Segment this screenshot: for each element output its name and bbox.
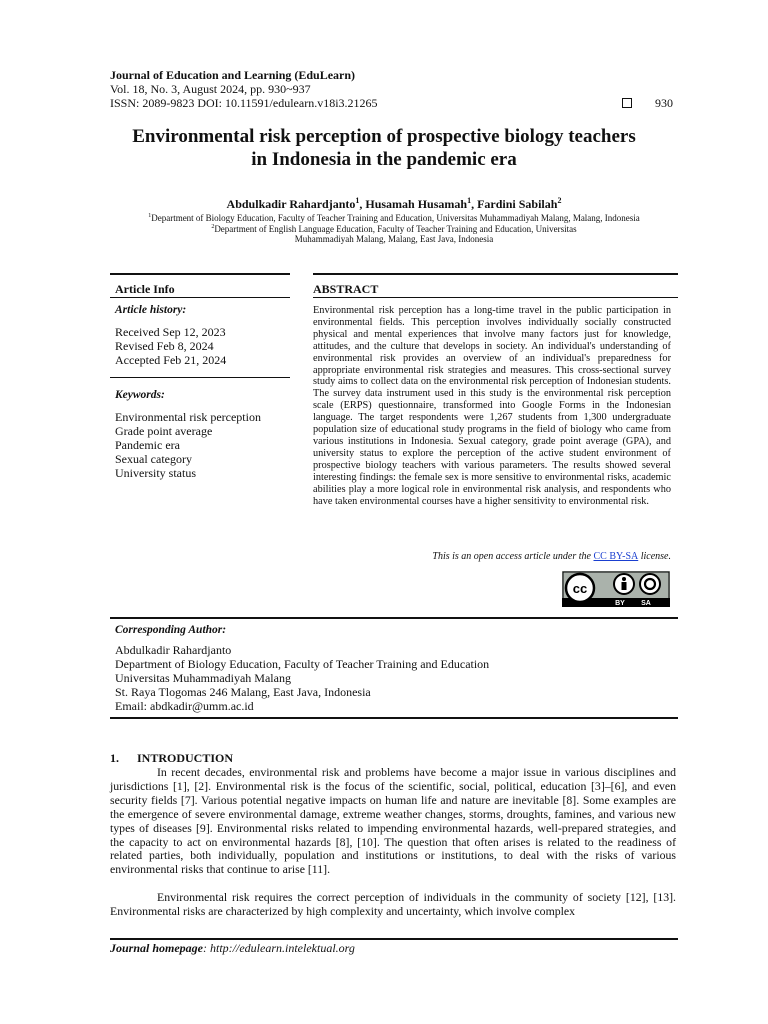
corresponding-address: St. Raya Tlogomas 246 Malang, East Java, Indonesia <box>115 685 371 699</box>
page-number: 930 <box>655 96 673 110</box>
affiliation-2-line-2: Muhammadiyah Malang, Malang, East Java, Indonesia <box>294 234 494 244</box>
cc-by-sa-badge[interactable] <box>562 571 670 607</box>
keyword-item: Pandemic era <box>115 438 180 452</box>
cc-by-sa-icon <box>562 571 670 607</box>
license-prefix: This is an open access article under the <box>432 551 594 562</box>
author-2-sup: 1 <box>467 196 472 205</box>
affiliation-1-sup: 1 <box>148 213 152 219</box>
square-bullet-icon <box>622 98 632 108</box>
intro-paragraph-2: Environmental risk requires the correct perception of individuals in the community of society [12], [13]. Environmental risks are characterized by high complexity and uncertainty, which involve complex <box>110 890 676 918</box>
corresponding-email[interactable]: Email: abdkadir@umm.ac.id <box>115 699 254 713</box>
keyword-item: Environmental risk perception <box>115 410 261 424</box>
corresponding-name: Abdulkadir Rahardjanto <box>115 643 232 657</box>
corresponding-top-rule <box>110 617 678 619</box>
license-link[interactable]: CC BY-SA <box>593 551 639 562</box>
accepted-date: Accepted Feb 21, 2024 <box>115 353 227 367</box>
journal-name: Journal of Education and Learning (EduLearn) <box>110 68 356 82</box>
received-date: Received Sep 12, 2023 <box>115 325 226 339</box>
article-info-heading: Article Info <box>115 282 175 296</box>
article-info-top-rule <box>110 273 290 275</box>
corresponding-bottom-rule <box>110 717 678 719</box>
journal-homepage <box>110 941 355 956</box>
abstract-sub-rule <box>313 297 678 298</box>
journal-volume: Vol. 18, No. 3, August 2024, pp. 930~937 <box>110 82 311 96</box>
title-line-1: Environmental risk perception of prospective biology teachers <box>132 126 636 147</box>
keyword-item: Grade point average <box>115 424 213 438</box>
title-line-2: in Indonesia in the pandemic era <box>251 149 517 170</box>
article-history-heading: Article history: <box>115 304 187 316</box>
abstract-text: Environmental risk perception has a long-time travel in the public participation in environmental fields. This perception involves individually socially constructed physical and mental experiences that involve many factors just for knowledge, attitudes, and the culture that develops in society. An individual's understanding of environmental risk provides an overview of an individual's preparedness for appropriate environmental risk strategies and measures. This cross-sectional survey study aims to collect data on the environmental risk perception of Indonesian students. The survey data instrument used in this study is the environmental risk perception scale (ERPS) questionnaire, transformed into Google Forms in the Indonesian language. The target respondents were 1,267 students from 1,300 undergraduate population size of educational study programs in the field of biology who came from various institutions in Indonesia. Sexual category, grade point average (GPA), and university status to explore the perception of the active student environment of prospective biology teachers with various parameters. The results showed several interesting findings: the female sex is more sensitive to environmental risks, academic abilities play a more logical role in environmental risk analysis, and respondents who have taken environmental courses have a higher sensitivity to environmental risk. <box>313 305 671 507</box>
corresponding-univ: Universitas Muhammadiyah Malang <box>115 671 291 685</box>
author-1-sup: 1 <box>355 196 360 205</box>
footer-rule <box>110 938 678 940</box>
cc-label: cc <box>572 581 588 596</box>
keyword-item: University status <box>115 466 196 480</box>
license-note <box>313 551 671 562</box>
by-label: BY <box>615 600 625 607</box>
author-2: Husamah Husamah <box>365 197 468 211</box>
abstract-top-rule <box>313 273 678 275</box>
footer-url[interactable]: : http://edulearn.intelektual.org <box>203 941 355 955</box>
sa-label: SA <box>641 600 651 607</box>
author-3-sup: 2 <box>557 196 562 205</box>
journal-issn-doi: ISSN: 2089-9823 DOI: 10.11591/edulearn.v18i3.21265 <box>110 96 378 110</box>
revised-date: Revised Feb 8, 2024 <box>115 339 214 353</box>
license-suffix: license. <box>638 551 671 562</box>
keywords-heading: Keywords: <box>115 389 165 401</box>
corresponding-dept: Department of Biology Education, Faculty of Teacher Training and Education <box>115 657 490 671</box>
author-1: Abdulkadir Rahardjanto <box>226 197 356 211</box>
author-3: Fardini Sabilah <box>477 197 558 211</box>
history-divider <box>110 377 290 378</box>
affiliation-1-text: Department of Biology Education, Faculty of Teacher Training and Education, Universitas Muhammadiyah Malang, Malang, Indonesia <box>151 213 640 223</box>
paper-title <box>90 125 678 171</box>
affiliation-2-sup: 2 <box>211 224 215 230</box>
article-info-sub-rule <box>110 297 290 298</box>
keyword-item: Sexual category <box>115 452 192 466</box>
footer-label: Journal homepage <box>110 941 204 955</box>
abstract-heading: ABSTRACT <box>313 282 379 296</box>
author-list: Abdulkadir Rahardjanto$^1$, Husamah Husamah$^1$, Fardini Sabilah$^2$ <box>226 196 562 211</box>
corresponding-heading: Corresponding Author: <box>115 624 227 636</box>
intro-paragraph-1: In recent decades, environmental risk and problems have become a major issue in various disciplines and jurisdictions [1], [2]. Environmental risk is the focus of the scientific, social, political, education [3]–[6], and even security fields [7]. Various potential negative impacts on human life and nature are inevitable [8]. Some examples are the emergence of severe environmental damage, extreme weather changes, storms, droughts, famines, and various new types of diseases [9]. Environmental risks related to impending environmental hazards, well-prepared strategies, and the capacity to act on environmental hazards [8], [10]. The question that often arises is related to the readiness of related parties, both individually, population and institutions or institutions, to deal with the risks of various environmental risks that continue to arise [11]. <box>110 765 676 877</box>
introduction-heading: 1. INTRODUCTION <box>110 751 234 765</box>
affiliation-2-line-1: Department of English Language Education, Faculty of Teacher Training and Education, Universitas <box>214 224 577 234</box>
